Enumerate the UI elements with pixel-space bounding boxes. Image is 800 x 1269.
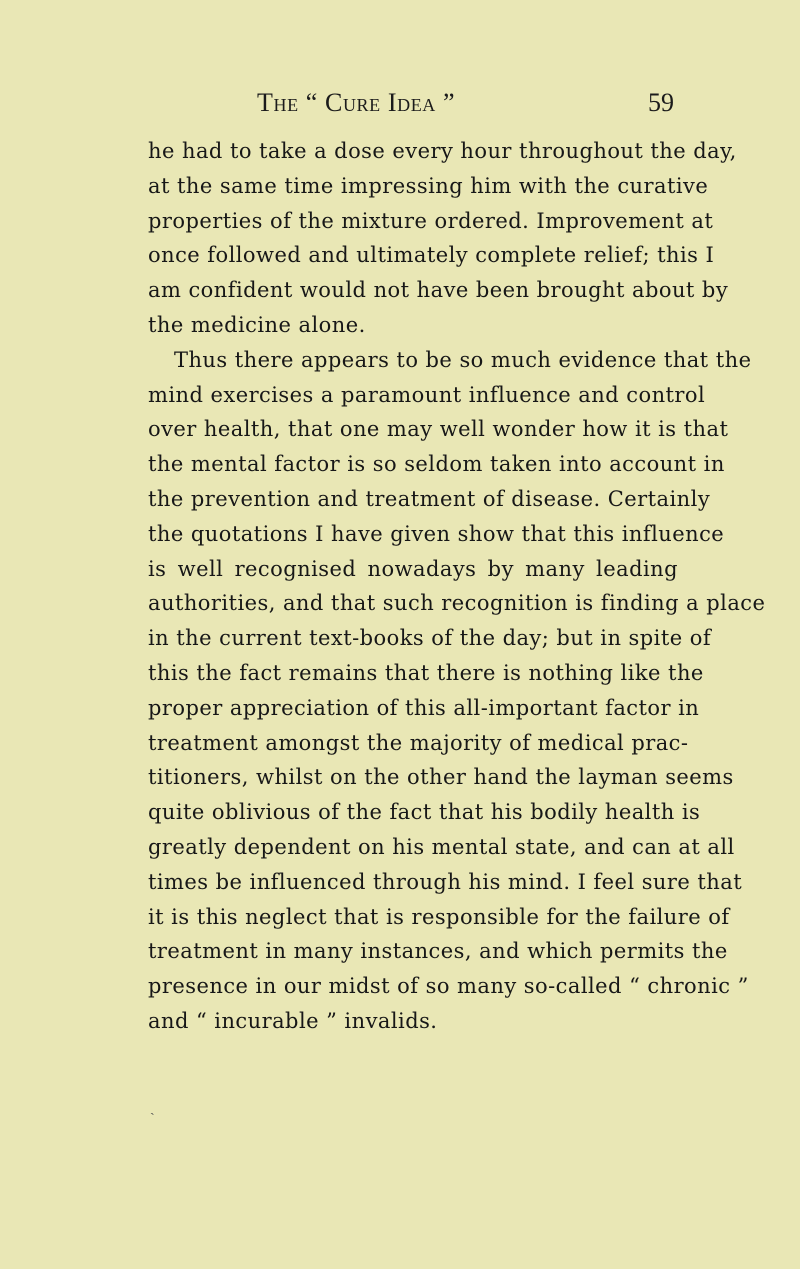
page-number: 59: [648, 88, 674, 117]
text-line: in the current text-books of the day; but in spite of: [148, 626, 712, 651]
text-line: the prevention and treatment of disease. Certainly: [148, 486, 711, 511]
text-line: presence in our midst of so many so-called “ chronic ”: [148, 974, 749, 999]
text-line: he had to take a dose every hour throughout the day,: [148, 139, 737, 163]
text-line: over health, that one may well wonder how it is that: [148, 417, 729, 442]
text-line: the quotations I have given show that this influence: [148, 521, 725, 546]
text-line: treatment amongst the majority of medical prac-: [148, 730, 689, 755]
text-line: the mental factor is so seldom taken into account in: [148, 452, 725, 477]
text-line: the medicine alone.: [148, 312, 366, 337]
text-line: at the same time impressing him with the curative: [148, 173, 709, 198]
text-line: proper appreciation of this all-important factor in: [148, 695, 700, 720]
body-text: [148, 134, 766, 1039]
print-speck: ˎ: [150, 1100, 155, 1116]
text-line: quite oblivious of the fact that his bodily health is: [148, 800, 701, 825]
text-line: properties of the mixture ordered. Improvement at: [148, 208, 714, 233]
text-line: once followed and ultimately complete relief; this I: [148, 243, 715, 268]
text-line: Thus there appears to be so much evidence that the: [174, 347, 752, 372]
running-head: The “ Cure Idea ”: [257, 88, 456, 117]
text-line: am confident would not have been brought about by: [148, 278, 729, 303]
text-line: is well recognised nowadays by many leading: [148, 556, 678, 581]
text-line: titioners, whilst on the other hand the layman seems: [148, 765, 734, 790]
text-line: times be influenced through his mind. I feel sure that: [148, 869, 743, 894]
text-line: greatly dependent on his mental state, and can at all: [148, 834, 735, 859]
text-line: and “ incurable ” invalids.: [148, 1008, 438, 1033]
text-line: mind exercises a paramount influence and control: [148, 382, 706, 407]
text-line: this the fact remains that there is nothing like the: [148, 660, 704, 685]
text-line: treatment in many instances, and which permits the: [148, 939, 728, 964]
text-line: it is this neglect that is responsible for the failure of: [148, 904, 730, 929]
text-line: authorities, and that such recognition is finding a place: [148, 591, 766, 616]
